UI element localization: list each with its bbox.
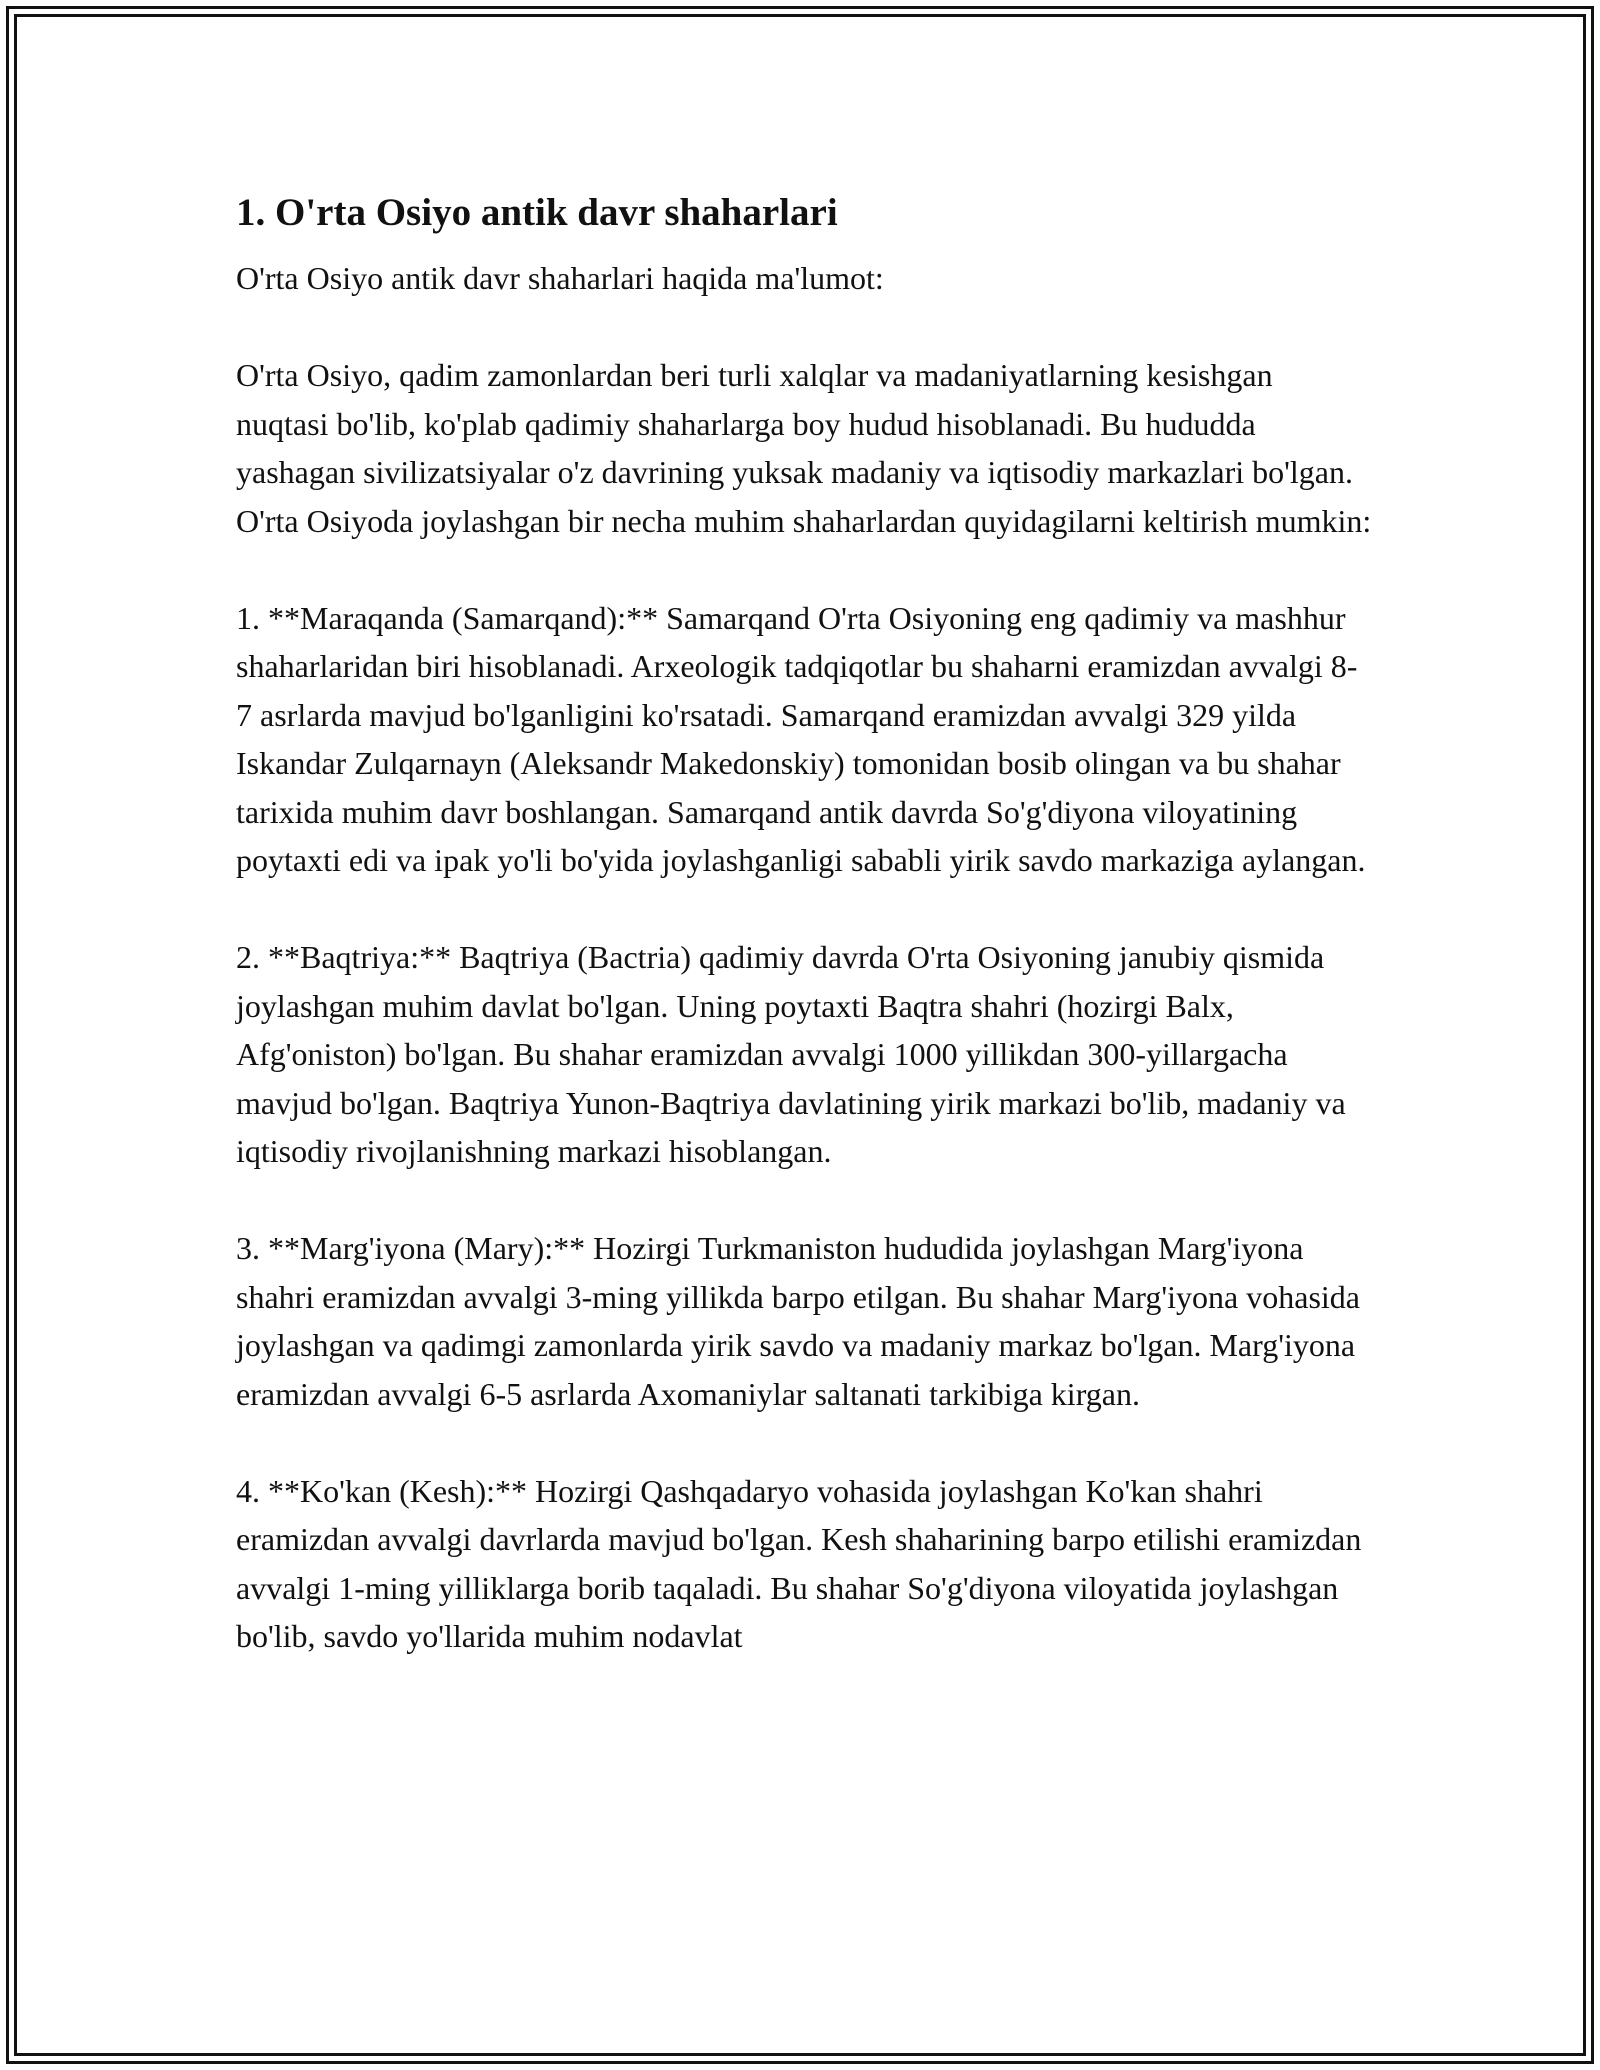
list-item-baqtriya: 2. **Baqtriya:** Baqtriya (Bactria) qadimiy davrda O'rta Osiyoning janubiy qismida joylashgan muhim davlat bo'lgan. Uning poytaxti Baqtra shahri (hozirgi Balx, Afg'oniston) bo'lgan. Bu shahar eramizdan avvalgi 1000 yillikdan 300-yillargacha mavjud bo'lgan. Baqtriya Yunon-Baqtriya davlatining yirik markazi bo'lib, madaniy va iqtisodiy rivojlanishning markazi hisoblangan. bbox=[236, 939, 1346, 1169]
document-title: 1. O'rta Osiyo antik davr shaharlari bbox=[236, 191, 838, 234]
intro-label: O'rta Osiyo antik davr shaharlari haqida ma'lumot: bbox=[236, 260, 884, 296]
list-item-kokan: 4. **Ko'kan (Kesh):** Hozirgi Qashqadaryo vohasida joylashgan Ko'kan shahri eramizdan avvalgi davrlarda mavjud bo'lgan. Kesh shaharining barpo etilishi eramizdan avvalgi 1-ming yilliklarga borib taqaladi. Bu shahar So'g'diyona viloyatida joylashgan bo'lib, savdo yo'llarida muhim nodavlat bbox=[236, 1472, 1362, 1654]
document-body bbox=[236, 184, 1372, 1709]
list-item-margiyona: 3. **Marg'iyona (Mary):** Hozirgi Turkmaniston hududida joylashgan Marg'iyona shahri eramizdan avvalgi 3-ming yillikda barpo etilgan. Bu shahar Marg'iyona vohasida joylashgan va qadimgi zamonlarda yirik savdo va madaniy markaz bo'lgan. Marg'iyona eramizdan avvalgi 6-5 asrlarda Axomaniylar saltanati tarkibiga kirgan. bbox=[236, 1230, 1360, 1412]
intro-paragraph: O'rta Osiyo, qadim zamonlardan beri turli xalqlar va madaniyatlarning kesishgan nuqtasi bo'lib, ko'plab qadimiy shaharlarga boy hudud hisoblanadi. Bu hududda yashagan sivilizatsiyalar o'z davrining yuksak madaniy va iqtisodiy markazlari bo'lgan. O'rta Osiyoda joylashgan bir necha muhim shaharlardan quyidagilarni keltirish mumkin: bbox=[236, 357, 1372, 539]
list-item-samarqand: 1. **Maraqanda (Samarqand):** Samarqand O'rta Osiyoning eng qadimiy va mashhur shaharlaridan biri hisoblanadi. Arxeologik tadqiqotlar bu shaharni eramizdan avvalgi 8-7 asrlarda mavjud bo'lganligini ko'rsatadi. Samarqand eramizdan avvalgi 329 yilda Iskandar Zulqarnayn (Aleksandr Makedonskiy) tomonidan bosib olingan va bu shahar tarixida muhim davr boshlangan. Samarqand antik davrda So'g'diyona viloyatining poytaxti edi va ipak yo'li bo'yida joylashganligi sababli yirik savdo markaziga aylangan. bbox=[236, 599, 1366, 878]
